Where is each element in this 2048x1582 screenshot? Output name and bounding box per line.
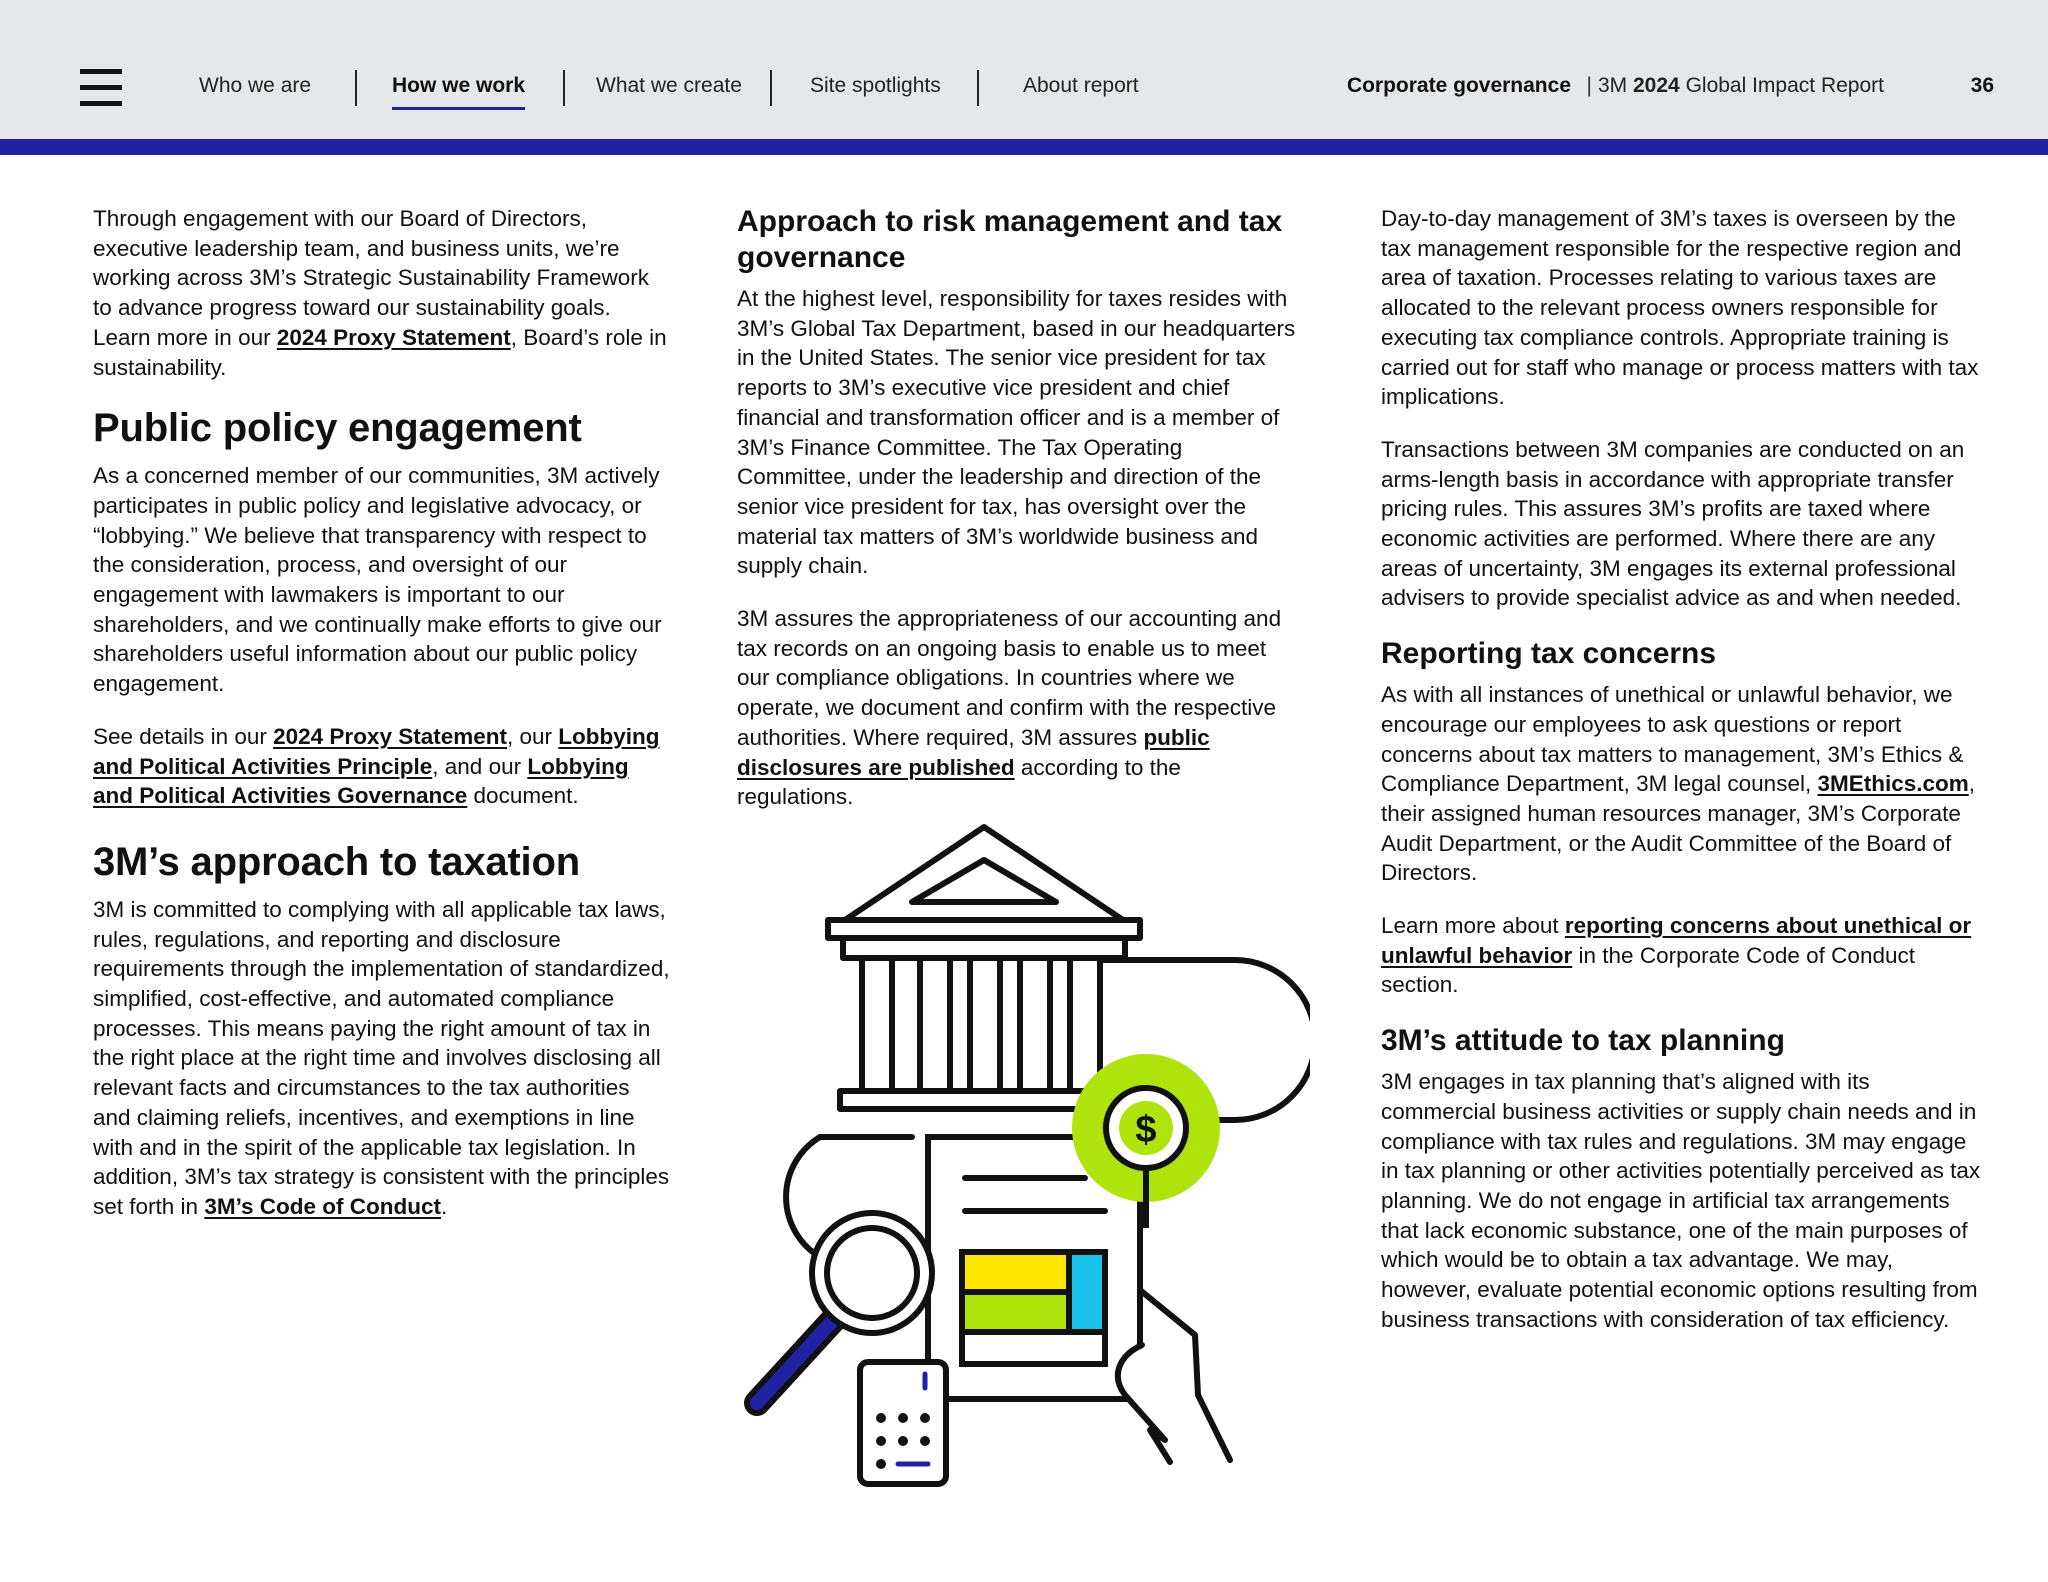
proxy-statement-link[interactable]: 2024 Proxy Statement bbox=[276, 324, 511, 350]
nav-who-we-are[interactable]: Who we are bbox=[199, 74, 312, 97]
learn-more-paragraph: Learn more about reporting concerns about unethical or unlawful behavior in the Corporate Code of Conduct section. bbox=[1381, 913, 1972, 998]
chart-block bbox=[962, 1252, 1069, 1292]
nav-site-spotlights[interactable]: Site spotlights bbox=[810, 74, 941, 97]
section-title: Corporate governance bbox=[1346, 74, 1571, 97]
risk-paragraph-2: 3M assures the appropriateness of our accounting and tax records on an ongoing basis to enable us to meet our compliance obligations. In countries where we operate, we document and confirm with the respective authorities. Where required, 3M assures public disclosures are published according to the regulations. bbox=[737, 606, 1282, 810]
reporting-tax-concerns-heading: Reporting tax concerns bbox=[1381, 637, 1717, 671]
accent-bar bbox=[0, 139, 2048, 155]
dollar-sign: $ bbox=[1135, 1109, 1157, 1151]
nav-divider bbox=[977, 70, 979, 106]
nav-divider bbox=[355, 70, 357, 106]
tax-planning-paragraph: 3M engages in tax planning that’s aligned with its commercial business activities or supply chain needs and in compliance with tax rules and regulations. 3M may engage in tax planning or other activities potentially perceived as tax planning. We do not engage in artificial tax arrangements that lack economic substance, one of the main purposes of which would be to obtain a tax advantage. We may, however, evaluate potential economic options resulting from business transactions with consideration of tax efficiency. bbox=[1381, 1069, 1981, 1332]
3m-ethics-link[interactable]: 3MEthics.com bbox=[1817, 771, 1969, 797]
reporting-paragraph: As with all instances of unethical or unlawful behavior, we encourage our employees to ask questions or report concerns about tax matters to management, 3M’s Ethics & Compliance Department, 3M legal counsel, 3MEthics.com, their assigned human resources manager, 3M’s Corporate Audit Department, or the Audit Committee of the Board of Directors. bbox=[1381, 682, 1976, 886]
nav-divider bbox=[770, 70, 772, 106]
tax-management-paragraph: Day-to-day management of 3M’s taxes is overseen by the tax management responsible for the respective region and area of taxation. Processes relating to various taxes are allocated to the relevant process owners responsible for executing tax compliance controls. Appropriate training is carried out for staff who manage or process matters with tax implications. bbox=[1381, 206, 1979, 410]
public-policy-heading: Public policy engagement bbox=[93, 406, 582, 451]
intro-paragraph: Through engagement with our Board of Directors, executive leadership team, and business units, we’re working across 3M’s Strategic Sustainability Framework to advance progress toward our sustainability goals. Learn more in our 2024 Proxy Statement, Board’s role in sustainability. bbox=[93, 206, 667, 380]
reporting-concerns-link[interactable]: reporting concerns about unethical or unlawful behavior bbox=[1381, 913, 1972, 968]
lobbying-governance-link[interactable]: Lobbying and Political Activities Governance bbox=[93, 753, 629, 809]
public-disclosures-link[interactable]: public disclosures are published bbox=[737, 724, 1210, 780]
magnifier-handle bbox=[757, 1318, 835, 1403]
report-title: 3M 2024 Global Impact Report bbox=[1597, 74, 1884, 97]
column-left bbox=[93, 204, 673, 1245]
building-roof-icon bbox=[845, 827, 1123, 920]
public-policy-paragraph: As a concerned member of our communities, 3M actively participates in public policy and legislative advocacy, or “lobbying.” We believe that transparency with respect to the consideration, process, and oversight of our engagement with lawmakers is important to our shareholders, and we continually make efforts to give our shareholders useful information about our public policy engagement. bbox=[93, 463, 662, 697]
taxation-paragraph: 3M is committed to complying with all applicable tax laws, rules, regulations, and reporting and disclosure requirements through the implementation of standardized, simplified, cost-effective, and automated compliance processes. This means paying the right amount of tax in the right place at the right time and involves disclosing all relevant facts and circumstances to the tax authorities and claiming reliefs, incentives, and exemptions in line with and in the spirit of the applicable tax legislation. In addition, 3M’s tax strategy is consistent with the principles set forth in 3M’s Code of Conduct. bbox=[93, 896, 670, 1219]
page-number: 36 bbox=[1970, 74, 1994, 97]
top-header bbox=[0, 0, 2048, 139]
chart-block bbox=[1069, 1252, 1105, 1332]
chart-block bbox=[962, 1292, 1069, 1332]
hamburger-menu-icon[interactable] bbox=[80, 69, 122, 107]
nav-divider bbox=[563, 70, 565, 106]
column-middle bbox=[737, 204, 1297, 835]
see-details-paragraph: See details in our 2024 Proxy Statement, our Lobbying and Political Activities Principle, and our Lobbying and Political Activities Governance document. bbox=[93, 723, 660, 809]
nav-what-we-create[interactable]: What we create bbox=[596, 74, 742, 97]
risk-management-heading: Approach to risk management and tax governance bbox=[737, 205, 1283, 274]
lobbying-principle-link[interactable]: Lobbying and Political Activities Principle bbox=[93, 723, 660, 779]
nav-about-report[interactable]: About report bbox=[1023, 74, 1139, 97]
breadcrumb-separator: | bbox=[1586, 74, 1592, 97]
column-right bbox=[1381, 204, 1981, 1358]
taxation-heading: 3M’s approach to taxation bbox=[93, 839, 580, 884]
tax-planning-heading: 3M’s attitude to tax planning bbox=[1381, 1024, 1785, 1058]
transactions-paragraph: Transactions between 3M companies are conducted on an arms-length basis in accordance with appropriate transfer pricing rules. This assures 3M’s profits are taxed where economic activities are performed. Where there are any areas of uncertainty, 3M engages its external professional advisers to provide specialist advice as and when needed. bbox=[1381, 436, 1965, 611]
nav-how-we-work[interactable]: How we work bbox=[392, 70, 525, 110]
proxy-statement-link[interactable]: 2024 Proxy Statement bbox=[273, 723, 507, 749]
code-of-conduct-link[interactable]: 3M’s Code of Conduct bbox=[204, 1193, 441, 1219]
tax-governance-illustration bbox=[730, 820, 1310, 1500]
risk-paragraph-1: At the highest level, responsibility for taxes resides with 3M’s Global Tax Department, based in our headquarters in the United States. The senior vice president for tax reports to 3M’s executive vice president and chief financial and transformation officer and is a member of 3M’s Finance Committee. The Tax Operating Committee, under the leadership and direction of the senior vice president for tax, has oversight over the material tax matters of 3M’s worldwide business and supply chain. bbox=[737, 286, 1296, 579]
